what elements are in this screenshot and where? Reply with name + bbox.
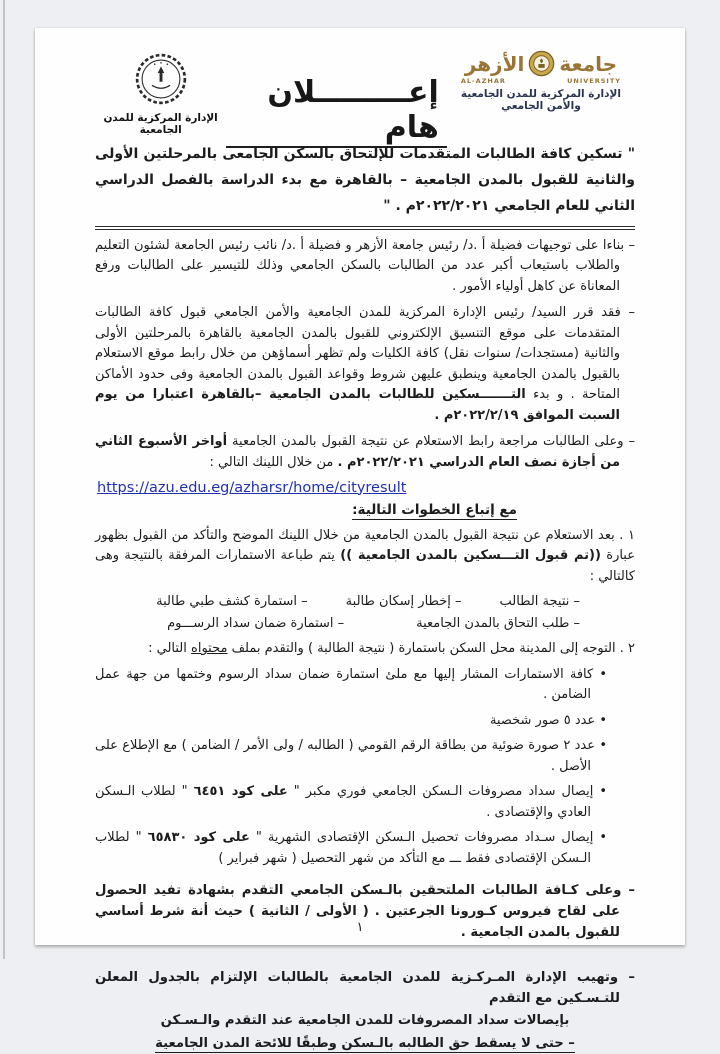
economic-receipt-text: • إيصال سـداد مصروفات تحصيل الـسكن الإقتصادى الشهرية " [249, 830, 607, 846]
closing-note-line2: بإيصالات سداد المصروفات للمدن الجامعية عند التقدم والـسـكن [160, 1012, 570, 1028]
decision-paragraph [95, 303, 635, 426]
step-2-tail: التالي : [148, 641, 192, 657]
steps-heading [95, 502, 517, 518]
step-2-underlined-word: محتواه [191, 641, 228, 657]
payment-code-regular: على كود ٦٤٥١ [193, 784, 288, 800]
requirement-item-5 [95, 828, 607, 869]
result-link[interactable]: https://azu.edu.eg/azharsr/home/cityresult [97, 479, 407, 496]
requirement-item-1: • كافة الاستمارات المشار إليها مع ملئ استمارة ضمان سداد الرسوم وختمها من جهة عمل الضامن . [95, 666, 607, 703]
steps-heading-text: مع إتباع الخطوات التالية: [352, 501, 517, 518]
azhar-en-left-label: AL-AZHAR [460, 77, 506, 85]
azhar-english-name [447, 77, 635, 85]
covid-requirement: – وعلى كـافة الطالبات الملتحقين بالـسكن الجامعي التقدم بشهادة تفيد الحصول على لقاح فيروس كـورونا الجرعتين . ( الأولى / الثانية ) حيث أنة شرط أساسي للقبول بالمدن الجامعية . [95, 883, 635, 941]
azhar-brand-arabic-left: الأزهر [464, 51, 525, 76]
acceptance-phrase: ((تم قبول التـــسكين بالمدن الجامعية )) [340, 548, 601, 564]
requirement-item-4 [95, 782, 607, 823]
document-page [35, 28, 685, 1051]
closing-note-line1: – وتهيب الإدارة المـركـزية للمدن الجامعية بالطالبات الإلتزام بالجدول المعلن للتـسـكين مع التقدم [95, 970, 635, 1006]
azhar-logo-block [447, 50, 635, 112]
step-1-tail: يتم طباعة الاستمارات المرفقة بالنتيجة وهى كالتالي : [95, 548, 635, 584]
form-item-student-result: – نتيجة الطالب [499, 594, 580, 610]
azhar-university-logo [447, 50, 635, 77]
announcement-subject: " تسكين كافة الطالبات المتقدمات للإلتحاق بالسكن الجامعى بالمرحلتين الأولى والثانية للقبول بالمدن الجامعية – بالقاهرة مع بدء الدراسة بالفصل الدراسي الثاني للعام الجامعي ٢٠٢٢/٢٠٢١م . " [95, 142, 635, 230]
azhar-en-right-label: UNIVERSITY [567, 77, 621, 85]
requirement-item-2: • عدد ٥ صور شخصية [489, 712, 607, 728]
result-link-line [97, 477, 635, 496]
seal-caption: الإدارة المركزية للمدن الجامعية [103, 112, 218, 136]
forms-row-2 [95, 616, 580, 631]
review-deadline: أواخر الأسبوع الثاني من أجازة نصف العام الدراسي ٢٠٢٢/٢٠٢١م . [95, 434, 620, 470]
document-header [95, 50, 635, 145]
economic-receipt-tail: " لطلاب الـسكن الإقتصادى فقط ـــ مع التأكد من شهر التحصيل ( شهر فبراير ) [95, 830, 591, 866]
closing-warning-text: – حتى لا يسقط حق الطالبه بالـسكن وطبقًا للائحة المدن الجامعية [155, 1035, 575, 1051]
requirement-item-3: • عدد ٢ صورة ضوئية من بطاقة الرقم القومي ( الطالبه / ولى الأمر / الضامن ) مع الإطلاع على الأصل . [95, 738, 607, 774]
department-seal-icon [134, 91, 188, 110]
housing-start-date: التـــــــسكين للطالبات بالمدن الجامعية –بالقاهرة اعتبارا من يوم السبت الموافق ٢٠٢٢/٢/١٩م . [95, 387, 620, 423]
review-text: – وعلى الطالبات مراجعة رابط الاستعلام عن نتيجة القبول بالمدن الجامعية [227, 434, 635, 450]
decision-text: – فقد قرر السيد/ رئيس الإدارة المركزية للمدن الجامعية والأمن الجامعي قبول كافة الطالبات المتقدمات على موقع التنسيق الإلكتروني للقبول بالمدن الجامعية بالقاهرة بالمرحلتين الأولى والثانية (مستجدات/ سنوات نقل) كافة الكليات ولم تظهر أسماؤهن من خلال رابط موقع الاستعلام بالقبول بالمدن الجامعية وينطبق عليهن شروط وقواعد القبول بالمدن الجامعية وفى حدود الأماكن المتاحة . و بدء [95, 305, 635, 403]
form-item-fees-guarantee: – استمارة ضمان سداد الرســـوم [167, 616, 345, 632]
review-paragraph [95, 432, 635, 473]
azhar-emblem-icon [528, 50, 555, 77]
announcement-title: إعـــــــــلان هام [226, 75, 447, 148]
payment-receipt-text: • إيصال سداد مصروفات الـسكن الجامعي فوري مكبر " [287, 784, 607, 800]
step-2-text: ٢ . التوجه إلى المدينة محل السكن باستمارة ( نتيجة الطالبة ) والتقدم بملف [227, 641, 635, 657]
photo-edge-line [3, 0, 5, 959]
title-block [226, 75, 447, 148]
form-item-enrollment-request: – طلب التحاق بالمدن الجامعية [416, 616, 580, 632]
azhar-brand-arabic-right: جامعة [559, 51, 618, 76]
payment-receipt-tail: " لطلاب الـسكن العادي والإقتصادى . [95, 784, 591, 820]
step-2 [95, 639, 635, 660]
intro-paragraph: – بناءا على توجيهات فضيلة أ .د/ رئيس جامعة الأزهر و فضيلة أ .د/ نائب رئيس الجامعة لشئون التعليم والطلاب باستيعاب أكبر عدد من الطالبات بالسكن الجامعي وذلك للتيسير على الطالبات ورفع المعاناة عن كاهل أولياء الأمور . [95, 237, 635, 294]
payment-code-economic: على كود ٦٥٨٣٠ [147, 830, 250, 846]
review-tail: من خلال اللينك التالي : [209, 454, 338, 470]
closing-warning [95, 1034, 635, 1054]
department-caption: الإدارة المركزية للمدن الجامعية والأمن الجامعي [460, 88, 621, 112]
step-1-text: ١ . بعد الاستعلام عن نتيجة القبول بالمدن الجامعية من خلال اللينك الموضح والتأكد من القبول بظهور عبارة [95, 527, 635, 564]
page-number: ١ [356, 920, 364, 935]
forms-row-1 [95, 594, 580, 609]
form-item-housing-notice: – إخطار إسكان طالبة [345, 594, 462, 610]
form-item-medical-form: – استمارة كشف طبي طالبة [156, 594, 308, 610]
step-1 [95, 526, 635, 588]
seal-block [95, 50, 226, 136]
